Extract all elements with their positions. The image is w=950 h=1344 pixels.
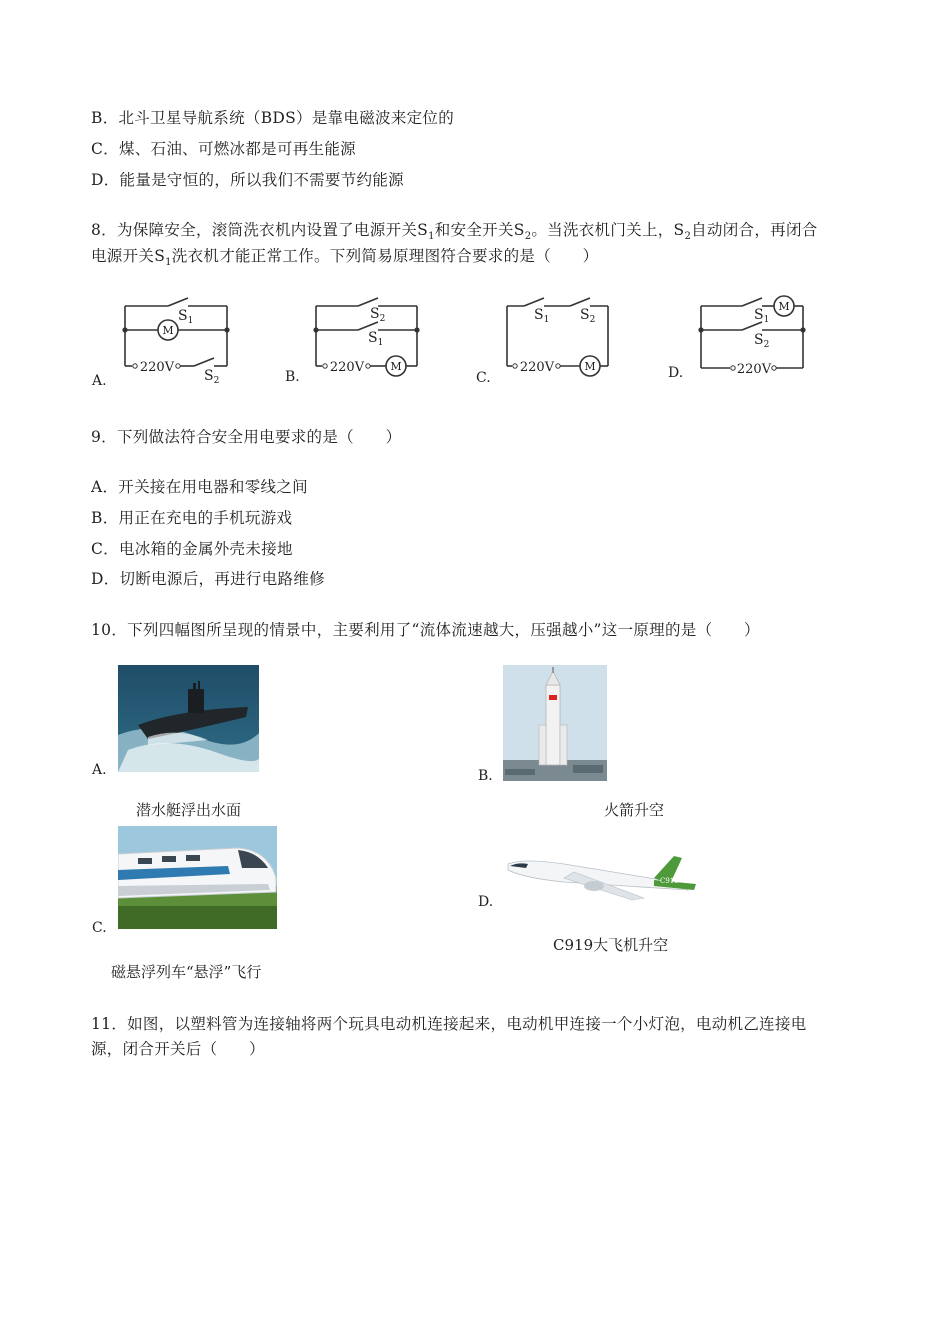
q10-option-d-label: D. [478,894,494,910]
q8-option-d-label: D. [668,365,684,381]
q9-option-d: D．切断电源后，再进行电路维修 [91,570,325,588]
q11-stem-line1: 11．如图，以塑料管为连接轴将两个玩具电动机连接起来，电动机甲连接一个小灯泡，电动机乙连接电 [91,1015,807,1033]
q8-stem-line1: 8．为保障安全，滚筒洗衣机内设置了电源开关$S_1$和安全开关$S_2$。当洗衣机门关上，$S_2$自动闭合，再闭合 [91,221,818,243]
rocket-image [503,665,607,781]
svg-text:M: M [162,324,174,337]
q10-option-a-label: A. [92,762,107,778]
svg-text:M: M [778,300,790,313]
maglev-train-image [118,826,277,929]
q10-caption-b: 火箭升空 [604,801,665,819]
q10-caption-c: 磁悬浮列车“悬浮”飞行 [111,963,262,981]
circuit-a [125,298,227,366]
svg-text:S2: $S_2$ [754,332,770,350]
q9-option-c: C．电冰箱的金属外壳未接地 [91,540,293,558]
c919-airplane-image [504,850,700,910]
q9-stem: 9．下列做法符合安全用电要求的是（ ） [91,428,402,446]
q10-option-c-label: C. [92,920,107,936]
svg-text:S2: $S_2$ [370,306,386,324]
q8-option-c-label: C. [476,370,491,386]
submarine-image [118,665,259,772]
svg-text:S1: $S_1$ [178,308,194,326]
q10-caption-a: 潜水艇浮出水面 [136,801,242,819]
q8-option-b-label: B. [285,369,300,385]
svg-text:C919: C919 [660,877,679,885]
svg-text:220V: 220V [519,360,555,375]
q11-stem-line2: 源，闭合开关后（ ） [91,1040,265,1058]
q8-option-a-label: A. [92,373,107,389]
q9-option-b: B．用正在充电的手机玩游戏 [91,509,293,527]
q8-circuit-diagrams [80,290,860,400]
svg-text:S1: $S_1$ [534,307,550,325]
q7-option-b: B．北斗卫星导航系统（BDS）是靠电磁波来定位的 [91,109,455,127]
svg-text:220V: 220V [736,362,772,377]
q10-stem: 10．下列四幅图所呈现的情景中，主要利用了“流体流速越大，压强越小”这一原理的是（ ） [91,621,760,639]
q10-option-b-label: B. [478,768,493,784]
q7-option-c: C．煤、石油、可燃冰都是可再生能源 [91,140,356,158]
svg-text:S1: $S_1$ [368,330,384,348]
svg-text:220V: 220V [139,360,175,375]
svg-text:S2: $S_2$ [204,368,220,386]
svg-text:S2: $S_2$ [580,307,596,325]
q9-option-a: A．开关接在用电器和零线之间 [91,478,308,496]
q7-option-d: D．能量是守恒的，所以我们不需要节约能源 [91,171,404,189]
q8-stem-line2: 电源开关$S_1$洗衣机才能正常工作。下列简易原理图符合要求的是（ ） [91,247,599,269]
svg-text:S1: $S_1$ [754,307,770,325]
svg-text:M: M [584,360,596,373]
svg-text:M: M [390,360,402,373]
svg-text:220V: 220V [329,360,365,375]
q10-caption-d: C919大飞机升空 [553,936,669,954]
circuit-b [316,298,417,366]
